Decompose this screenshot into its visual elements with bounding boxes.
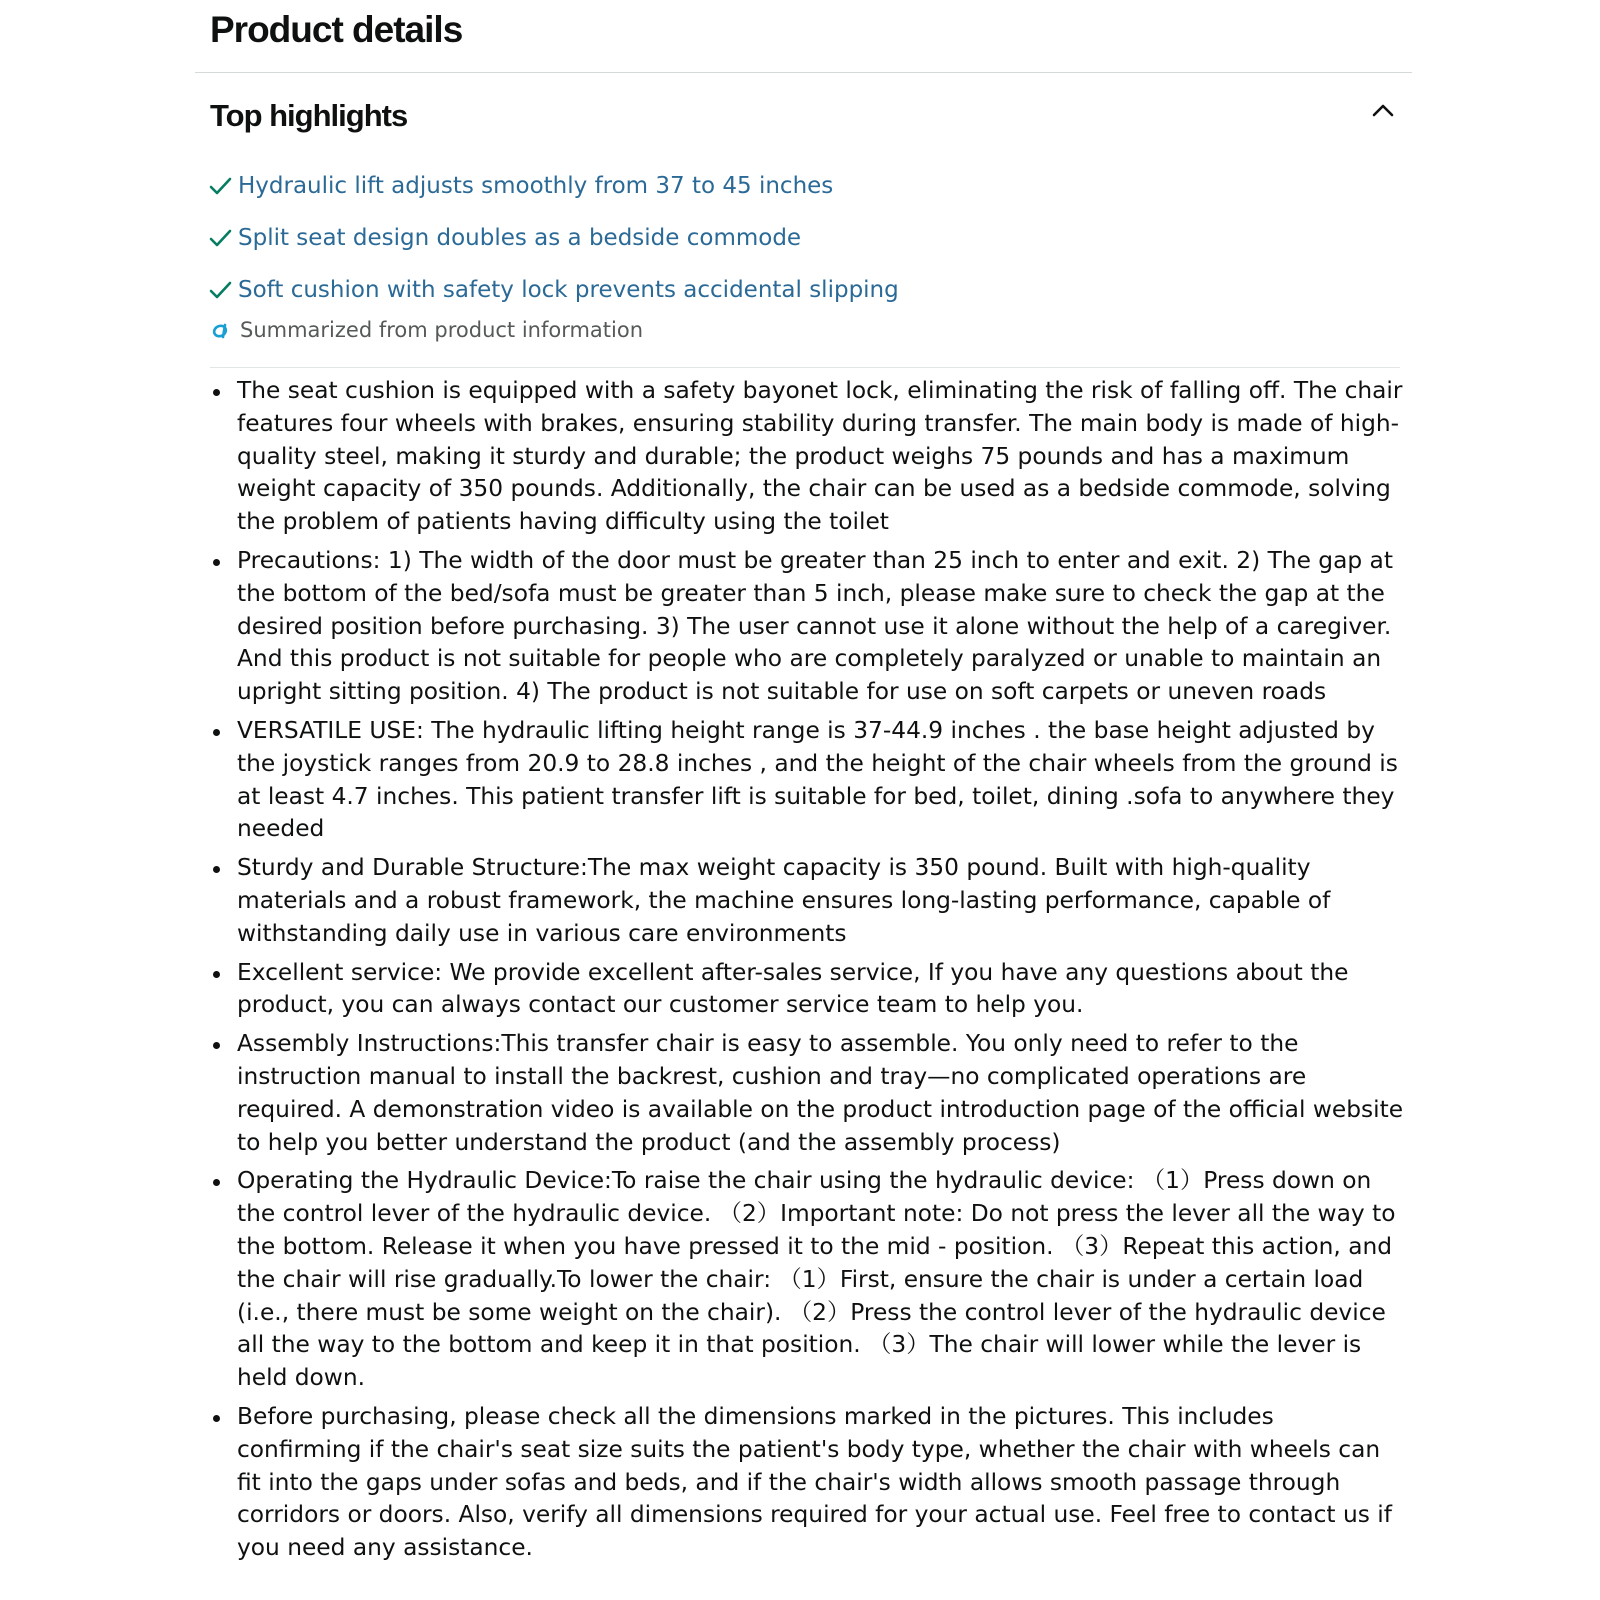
check-icon <box>208 225 234 251</box>
highlights-list <box>208 160 899 316</box>
highlight-text: Soft cushion with safety lock prevents accidental slipping <box>238 277 899 303</box>
detail-bullet: Sturdy and Durable Structure:The max weight capacity is 350 pound. Built with high-quality materials and a robust framework, the machine ensures long-lasting performance, capable of withstanding daily use in various care environments <box>237 852 1405 950</box>
detail-bullet: Before purchasing, please check all the dimensions marked in the pictures. This includes confirming if the chair's seat size suits the patient's body type, whether the chair with wheels can fit into the gaps under sofas and beds, and if the chair's width allows smooth passage through corridors or doors. Also, verify all dimensions required for your actual use. Feel free to contact us if you need any assistance. <box>237 1401 1405 1565</box>
page-title: Product details <box>210 9 463 50</box>
detail-bullet: Operating the Hydraulic Device:To raise the chair using the hydraulic device: （1）Press down on the control lever of the hydraulic device. （2）Important note: Do not press the lever all the way to the bottom. Release it when you have pressed it to the mid - position. （3）Repeat this action, and the chair will rise gradually.To lower the chair: （1）First, ensure the chair is under a certain load (i.e., there must be some weight on the chair). （2）Press the control lever of the hydraulic device all the way to the bottom and keep it in that position. （3）The chair will lower while the lever is held down. <box>237 1165 1405 1395</box>
section-title: Top highlights <box>210 98 408 133</box>
top-highlights-header[interactable] <box>210 94 1400 140</box>
collapse-button[interactable] <box>1366 94 1400 128</box>
highlight-item <box>208 160 899 212</box>
ai-sparkle-icon <box>210 320 230 340</box>
title-divider <box>195 72 1412 73</box>
detail-bullet: Excellent service: We provide excellent after-sales service, If you have any questions about the product, you can always contact our customer service team to help you. <box>237 957 1405 1023</box>
detail-bullet: VERSATILE USE: The hydraulic lifting height range is 37-44.9 inches . the base height adjusted by the joystick ranges from 20.9 to 28.8 inches , and the height of the chair wheels from the ground is at least 4.7 inches. This patient transfer lift is suitable for bed, toilet, dining .sofa to anywhere they needed <box>237 715 1405 846</box>
ai-summary-note <box>210 318 643 342</box>
detail-bullets <box>237 375 1405 1571</box>
section-divider <box>210 367 1400 368</box>
check-icon <box>208 277 234 303</box>
detail-bullet: The seat cushion is equipped with a safety bayonet lock, eliminating the risk of falling off. The chair features four wheels with brakes, ensuring stability during transfer. The main body is made of high-quality steel, making it sturdy and durable; the product weighs 75 pounds and has a maximum weight capacity of 350 pounds. Additionally, the chair can be used as a bedside commode, solving the problem of patients having difficulty using the toilet <box>237 375 1405 539</box>
highlight-text: Split seat design doubles as a bedside commode <box>238 225 802 251</box>
detail-bullet: Precautions: 1) The width of the door must be greater than 25 inch to enter and exit. 2) The gap at the bottom of the bed/sofa must be greater than 5 inch, please make sure to check the gap at the desired position before purchasing. 3) The user cannot use it alone without the help of a caregiver. And this product is not suitable for people who are completely paralyzed or unable to maintain an upright sitting position. 4) The product is not suitable for use on soft carpets or uneven roads <box>237 545 1405 709</box>
detail-bullet: Assembly Instructions:This transfer chair is easy to assemble. You only need to refer to the instruction manual to install the backrest, cushion and tray—no complicated operations are required. A demonstration video is available on the product introduction page of the official website to help you better understand the product (and the assembly process) <box>237 1028 1405 1159</box>
chevron-up-icon <box>1366 94 1400 128</box>
highlight-item <box>208 212 899 264</box>
summary-text: Summarized from product information <box>240 318 644 342</box>
check-icon <box>208 173 234 199</box>
highlight-text: Hydraulic lift adjusts smoothly from 37 to 45 inches <box>238 173 834 199</box>
highlight-item <box>208 264 899 316</box>
